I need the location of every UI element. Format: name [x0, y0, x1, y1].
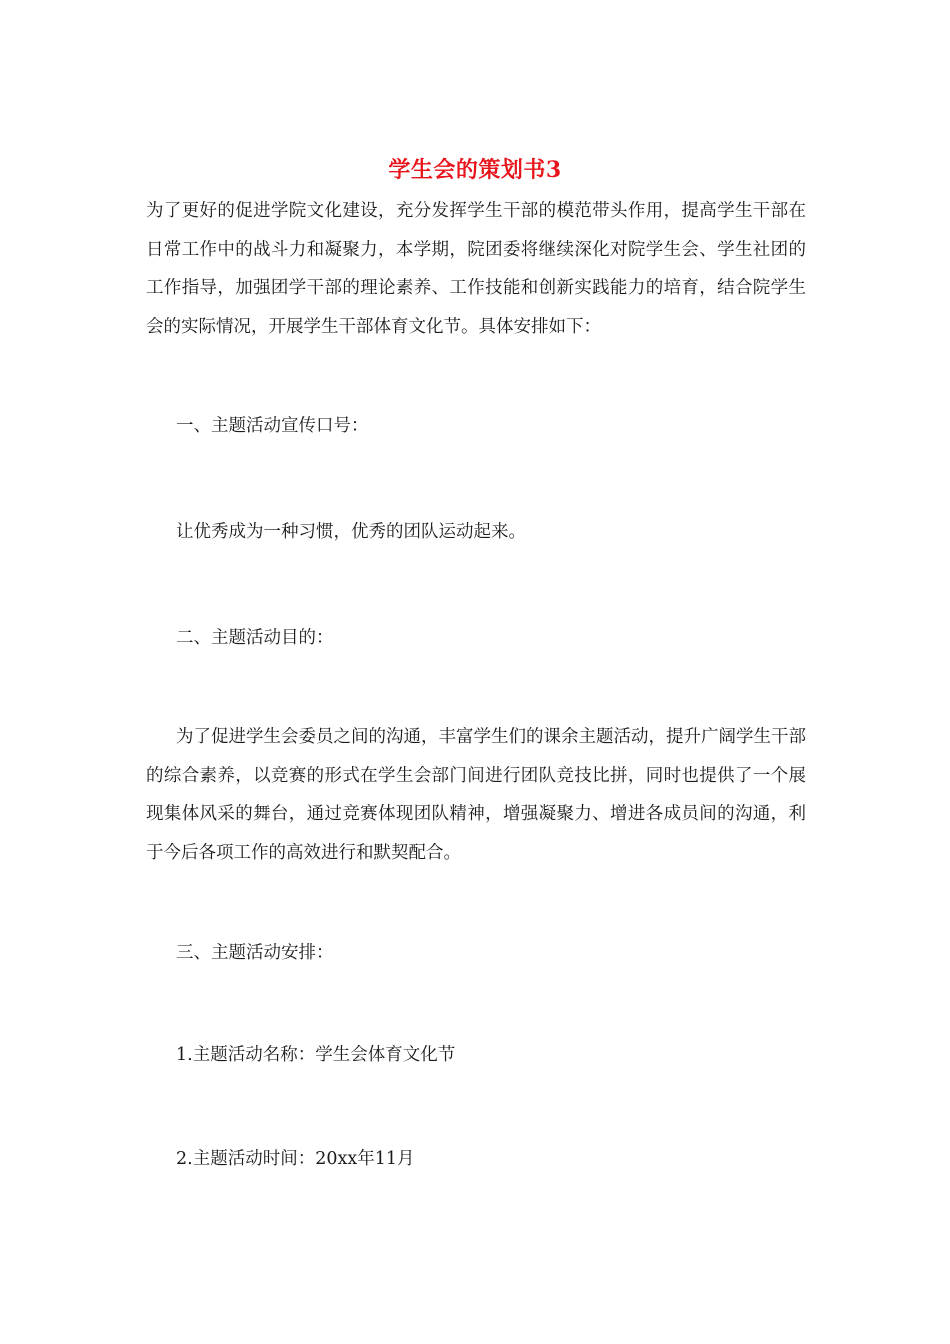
section-heading-purpose: 二、主题活动目的： — [176, 628, 334, 648]
intro-paragraph: 为了更好的促进学院文化建设，充分发挥学生干部的模范带头作用，提高学生干部在日常工作中的战斗力和凝聚力，本学期，院团委将继续深化对院学生会、学生社团的工作指导，加强团学干部的理论素养、工作技能和创新实践能力的培育，结合院学生会的实际情况，开展学生干部体育文化节。具体安排如下： — [146, 201, 806, 337]
section-heading-slogan: 一、主题活动宣传口号： — [176, 416, 369, 436]
slogan-paragraph: 让优秀成为一种习惯，优秀的团队运动起来。 — [176, 522, 526, 542]
purpose-paragraph: 为了促进学生会委员之间的沟通，丰富学生们的课余主题活动，提升广阔学生干部的综合素养，以竞赛的形式在学生会部门间进行团队竞技比拼，同时也提供了一个展现集体风采的舞台，通过竞赛体现团队精神，增强凝聚力、增进各成员间的沟通，利于今后各项工作的高效进行和默契配合。 — [146, 727, 806, 863]
section-heading-arrangement: 三、主题活动安排： — [176, 943, 334, 963]
arrangement-item-name: 1.主题活动名称：学生会体育文化节 — [176, 1045, 456, 1065]
arrangement-item-time: 2.主题活动时间：20xx年11月 — [176, 1149, 415, 1169]
document-title: 学生会的策划书3 — [388, 157, 562, 183]
